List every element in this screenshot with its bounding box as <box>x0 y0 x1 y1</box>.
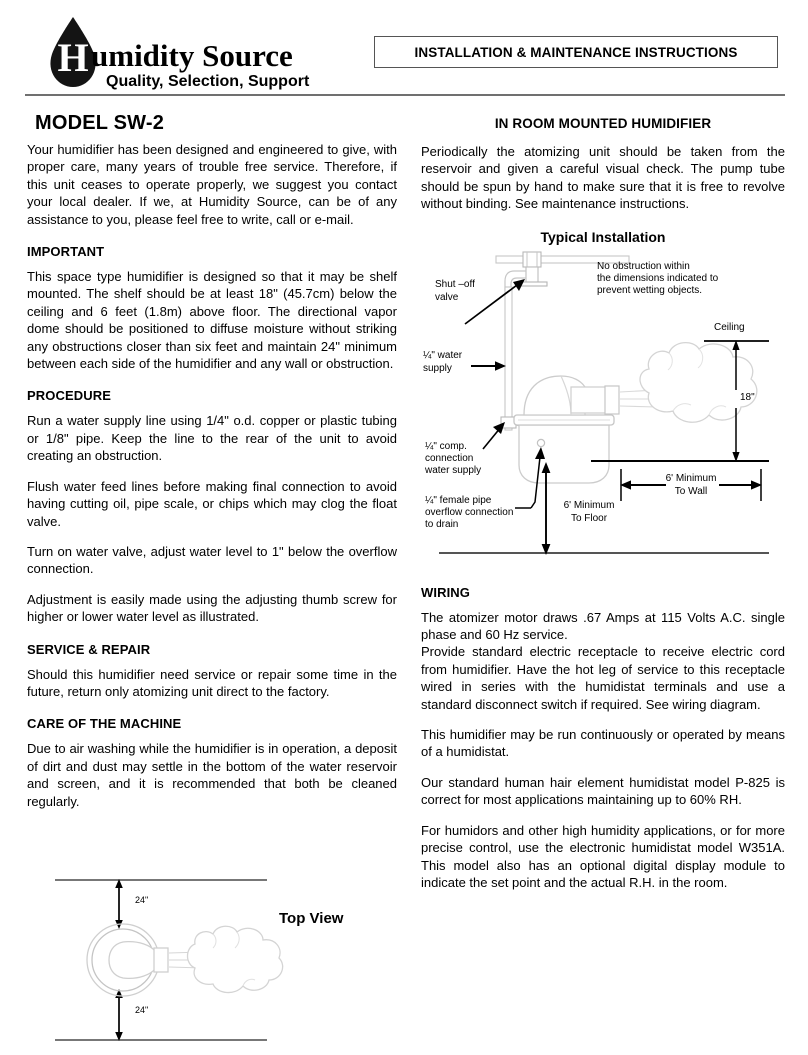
model-title: MODEL SW-2 <box>35 112 165 134</box>
label-ceiling: Ceiling <box>714 321 745 333</box>
heading-service-repair: SERVICE & REPAIR <box>27 641 151 657</box>
label-water-supply-line2: supply <box>423 362 452 374</box>
right-column <box>421 112 785 891</box>
label-shutoff-valve-line1: Shut –off <box>435 278 475 290</box>
intro-paragraph: Your humidifier has been designed and engineered to give, with proper care, many years of trouble free service. Therefore, if this unit ceases to operate properly, we suggest you contact your local dealer. If we, at Humidity Source, can be of any assistance to you, please feel free to write, call or e-mail. <box>27 142 397 227</box>
page-header <box>0 0 808 96</box>
procedure-paragraph-3: Turn on water valve, adjust water level to 1" below the overflow connection. <box>27 543 397 577</box>
wiring-paragraph-4: Our standard human hair element humidistat model P-825 is correct for most applications maintaining up to 60% RH. <box>421 774 785 808</box>
top-view-dim-top: 24" <box>135 895 149 905</box>
wiring-paragraph-5: For humidors and other high humidity applications, or for more precise control, use the electronic humidistat model W351A. This model also has an optional digital display module to indicate the set point and the actual R.H. in the room. <box>421 822 785 890</box>
right-intro-paragraph: Periodically the atomizing unit should be taken from the reservoir and given a careful visual check. The pump tube should be spun by hand to make sure that it is free to revolve without binding. See maintenance instructions. <box>421 144 785 212</box>
note-no-obstruction-line3: prevent wetting objects. <box>597 284 703 296</box>
procedure-paragraph-2: Flush water feed lines before making final connection to avoid having cutting oil, pipe scale, or chips which may clog the float valve. <box>27 478 397 529</box>
typical-installation-diagram <box>421 247 785 569</box>
top-view-title: Top View <box>279 910 344 927</box>
care-paragraph: Due to air washing while the humidifier is in operation, a deposit of dirt and dust may settle in the bottom of the water reservoir and screen, and it is recommended that both be cleaned regularly. <box>27 741 397 809</box>
top-view-dim-bottom: 24" <box>135 1005 149 1015</box>
wiring-paragraph-2: Provide standard electric receptacle to receive electric cord from humidifier. Have the hot leg of service to this receptacle wired in series with the humidistat terminals and use a standard disconnect switch if required. See wiring diagram. <box>421 644 785 712</box>
dimension-18-inches: 18" <box>740 391 755 403</box>
label-comp-connection-line3: water supply <box>425 464 482 476</box>
heading-procedure: PROCEDURE <box>27 388 111 404</box>
service-paragraph: Should this humidifier need service or repair some time in the future, return only atomizing unit direct to the factory. <box>27 666 397 699</box>
label-water-supply-line1: ¼" water <box>423 349 463 361</box>
label-shutoff-valve-line2: valve <box>435 291 459 303</box>
label-comp-connection-line1: ¼" comp. <box>425 440 467 452</box>
important-paragraph: This space type humidifier is designed so that it may be shelf mounted. The shelf should be at least 18" (45.7cm) below the ceiling and 6 feet (1.8m) above floor. The directional vapor dome should be positioned to diffuse moisture without striking any obstructions closer than six feet and maintain 24" minimum between each side of the humidifier and any wall or obstruction. <box>27 269 397 372</box>
header-divider <box>25 94 785 96</box>
top-view-diagram <box>27 872 397 1047</box>
heading-care-of-machine: CARE OF THE MACHINE <box>27 716 182 732</box>
procedure-paragraph-1: Run a water supply line using 1/4" o.d. copper or plastic tubing or 1/8" pipe. Keep the line to the rear of the unit to avoid creating an obstruction. <box>27 413 397 464</box>
note-no-obstruction-line2: the dimensions indicated to <box>597 272 719 284</box>
label-overflow-line2: overflow connection <box>425 506 514 518</box>
document-title-box <box>374 36 778 68</box>
dimension-floor-line2: To Floor <box>570 512 608 524</box>
label-overflow-line3: to drain <box>425 518 459 530</box>
logo-tagline: Quality, Selection, Support <box>106 73 310 90</box>
procedure-paragraph-4: Adjustment is easily made using the adjusting thumb screw for higher or lower water level as illustrated. <box>27 591 397 625</box>
heading-in-room-mounted-humidifier: IN ROOM MOUNTED HUMIDIFIER <box>494 116 712 131</box>
left-column <box>27 112 397 810</box>
wiring-paragraph-3: This humidifier may be run continuously or operated by means of a humidistat. <box>421 727 785 760</box>
label-overflow-line1: ¼" female pipe <box>425 494 492 506</box>
typical-installation-title: Typical Installation <box>540 228 666 245</box>
dimension-wall-line1: 6' Minimum <box>665 472 717 484</box>
logo-letter-h: H <box>57 35 89 80</box>
brand-logo <box>44 16 344 88</box>
dimension-floor-line1: 6' Minimum <box>563 499 615 511</box>
note-no-obstruction-line1: No obstruction within <box>597 260 690 272</box>
dimension-wall-line2: To Wall <box>674 485 708 497</box>
heading-important: IMPORTANT <box>27 244 105 260</box>
document-title-text: INSTALLATION & MAINTENANCE INSTRUCTIONS <box>414 44 738 60</box>
label-comp-connection-line2: connection <box>425 452 474 464</box>
logo-wordmark: umidity Source <box>91 38 293 73</box>
heading-wiring: WIRING <box>421 584 470 600</box>
top-view-drawing <box>27 872 397 1047</box>
wiring-paragraph-1: The atomizer motor draws .67 Amps at 115 Volts A.C. single phase and 60 Hz service. <box>421 609 785 643</box>
